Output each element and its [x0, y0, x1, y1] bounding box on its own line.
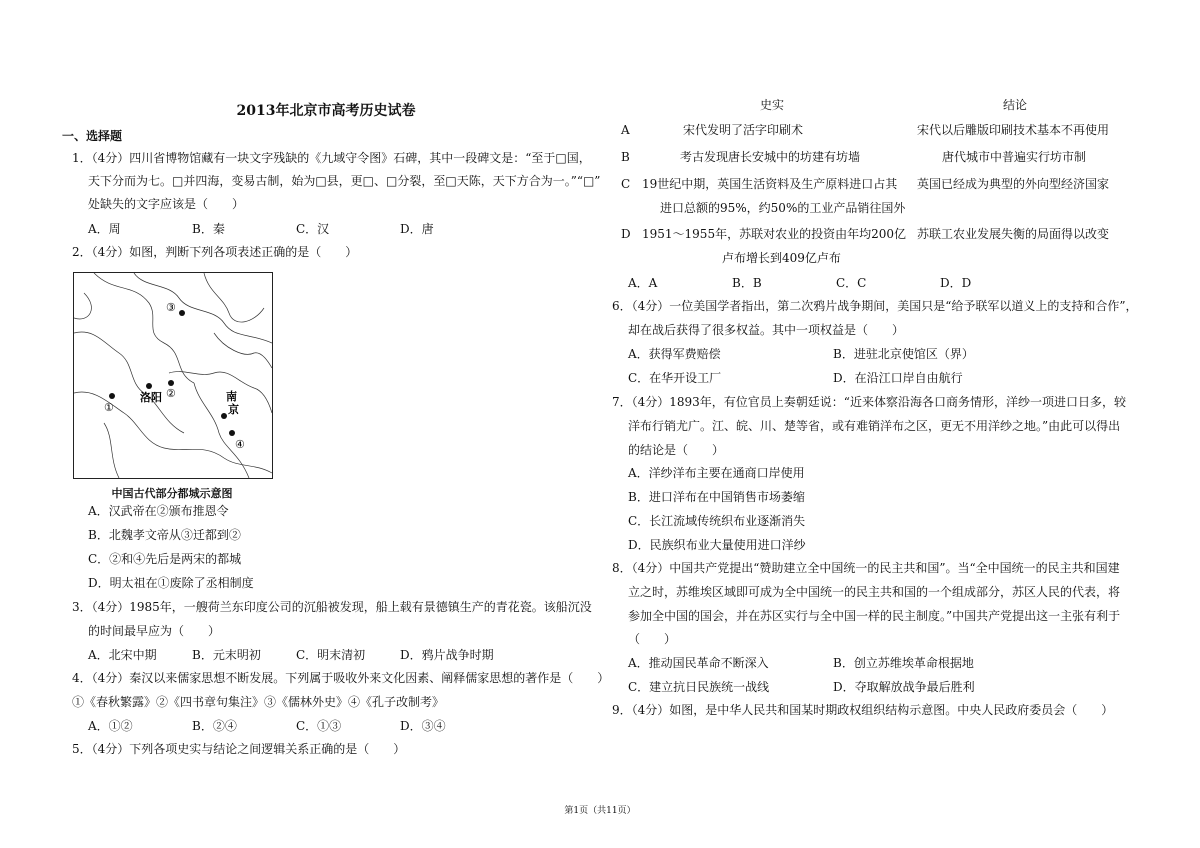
- q5-option-d[interactable]: D．D: [940, 276, 972, 290]
- q5-row-a-fact: 宋代发明了活字印刷术: [683, 123, 804, 137]
- q4-line1: 4．（4分）秦汉以来儒家思想不断发展。下列属于吸收外来文化因素、阐释儒家思想的著作是（ ）: [72, 671, 610, 685]
- q8-option-d[interactable]: D．夺取解放战争最后胜利: [833, 680, 975, 694]
- capital-dot-3: [179, 310, 185, 316]
- map-label-4: ④: [235, 438, 245, 451]
- section-heading: 一、选择题: [62, 129, 123, 143]
- q5-row-d-fact1: 1951～1955年，苏联对农业的投资由年均200亿: [642, 227, 906, 241]
- coast-line: [214, 333, 272, 368]
- q6-line2: 却在战后获得了很多权益。其中一项权益是（ ）: [628, 323, 905, 337]
- q1-option-a[interactable]: A．周: [88, 222, 121, 236]
- q1-option-b[interactable]: B．秦: [192, 222, 225, 236]
- q6-line1: 6．（4分）一位美国学者指出，第二次鸦片战争期间，美国只是“给予联军以道义上的支持和合作”，: [612, 299, 1138, 313]
- q3-option-b[interactable]: B．元末明初: [192, 648, 261, 662]
- border-line: [169, 372, 272, 413]
- q2-option-a[interactable]: A．汉武帝在②颁布推恩令: [88, 504, 229, 518]
- q4-options: [88, 714, 504, 738]
- page-footer: 第1页（共11页）: [564, 806, 636, 816]
- capital-dot-4: [229, 430, 235, 436]
- q7-option-b[interactable]: B．进口洋布在中国销售市场萎缩: [628, 490, 805, 504]
- q5-row-a-conclusion: 宋代以后雕版印刷技术基本不再使用: [917, 123, 1110, 137]
- map-label-jing: 京: [228, 403, 239, 416]
- q2-option-b[interactable]: B．北魏孝文帝从③迁都到②: [88, 528, 241, 542]
- q1-line1: 1．（4分）四川省博物馆藏有一块文字残缺的《九域守令图》石碑，其中一段碑文是：“至于□国，: [72, 151, 591, 165]
- q2-stem: 2．（4分）如图，判断下列各项表述正确的是（ ）: [72, 245, 358, 259]
- map-label-2: ②: [166, 387, 176, 400]
- q2-option-c[interactable]: C．②和④先后是两宋的都城: [88, 552, 242, 566]
- border-line: [74, 293, 91, 319]
- q5-row-c-label: C: [621, 177, 631, 191]
- q7-line3: 的结论是（ ）: [628, 443, 725, 457]
- map-caption: 中国古代部分都城示意图: [111, 487, 233, 500]
- q5-header-conclusion: 结论: [1003, 98, 1028, 112]
- capital-dot-nanjing: [221, 413, 227, 419]
- q5-row-a-label: A: [621, 123, 630, 137]
- q8-line1: 8．（4分）中国共产党提出“赞助建立全中国统一的民主共和国”。当“全中国统一的民主共和国建: [612, 561, 1120, 575]
- q5-row-c-fact1: 19世纪中期，英国生活资料及生产原料进口占其: [642, 177, 898, 191]
- q4-option-d[interactable]: D．③④: [400, 719, 446, 733]
- q4-line2: ①《春秋繁露》②《四书章句集注》③《儒林外史》④《孔子改制考》: [72, 695, 445, 709]
- q5-header-fact: 史实: [760, 98, 785, 112]
- q2-option-d[interactable]: D．明太祖在①废除了丞相制度: [88, 576, 254, 590]
- q8-line3: 参加全中国的国会，并在苏区实行与全中国一样的民主制度。”中国共产党提出这一主张有利于: [628, 609, 1121, 623]
- q5-row-b-label: B: [621, 150, 630, 164]
- map-label-3: ③: [166, 301, 176, 314]
- q7-line1: 7．（4分）1893年，有位官员上奏朝廷说：“近来体察沿海各口商务情形，洋纱一项进口日多，较: [612, 395, 1126, 409]
- q8-line4: （ ）: [628, 632, 677, 646]
- q5-option-c[interactable]: C．C: [836, 276, 867, 290]
- q8-option-b[interactable]: B．创立苏维埃革命根据地: [833, 656, 974, 670]
- map-label-luoyang: 洛阳: [140, 391, 162, 404]
- q7-option-a[interactable]: A．洋纱洋布主要在通商口岸使用: [628, 466, 805, 480]
- capital-map: [73, 272, 273, 479]
- q8-option-a[interactable]: A．推动国民革命不断深入: [628, 656, 769, 670]
- border-line: [94, 273, 194, 383]
- q5-option-b[interactable]: B．B: [732, 276, 762, 290]
- q1-line2: 天下分而为七。□并四海，变易古制，始为□县，更□、□分裂，至□天陈，天下方合为一。”“□”: [88, 174, 601, 188]
- q5-row-d-conclusion: 苏联工农业发展失衡的局面得以改变: [917, 227, 1110, 241]
- q3-line1: 3．（4分）1985年，一艘荷兰东印度公司的沉船被发现，船上载有景德镇生产的青花瓷。该船沉没: [72, 600, 592, 614]
- map-label-1: ①: [104, 401, 114, 414]
- capital-dot-2: [168, 380, 174, 386]
- q1-line3: 处缺失的文字应该是（ ）: [88, 197, 245, 211]
- q6-option-b[interactable]: B．进驻北京使馆区（界）: [833, 347, 974, 361]
- capital-dot-1: [109, 393, 115, 399]
- q6-option-d[interactable]: D．在沿江口岸自由航行: [833, 371, 963, 385]
- border-line: [74, 332, 184, 433]
- q3-line2: 的时间最早应为（ ）: [88, 624, 221, 638]
- q8-option-c[interactable]: C．建立抗日民族统一战线: [628, 680, 770, 694]
- page-title: 2013年北京市高考历史试卷: [236, 103, 416, 119]
- q9-stem: 9．（4分）如图，是中华人民共和国某时期政权组织结构示意图。中央人民政府委员会（ ）: [612, 703, 1114, 717]
- q7-option-c[interactable]: C．长江流域传统织布业逐渐消失: [628, 514, 806, 528]
- q5-options: [628, 271, 1044, 295]
- q6-option-a[interactable]: A．获得军费赔偿: [628, 347, 721, 361]
- q5-row-b-conclusion: 唐代城市中普遍实行坊市制: [942, 150, 1087, 164]
- q5-row-c-fact2: 进口总额的95%，约50%的工业产品销往国外: [660, 201, 906, 215]
- map-label-nan: 南: [226, 390, 237, 403]
- map-drawing: [74, 273, 272, 478]
- q3-option-d[interactable]: D．鸦片战争时期: [400, 648, 494, 662]
- capital-dot-luoyang: [146, 383, 152, 389]
- border-line: [104, 423, 119, 478]
- border-line: [194, 383, 249, 478]
- q4-option-a[interactable]: A．①②: [88, 719, 133, 733]
- q1-option-c[interactable]: C．汉: [296, 222, 330, 236]
- q5-option-a[interactable]: A．A: [628, 276, 658, 290]
- q5-stem: 5．（4分）下列各项史实与结论之间逻辑关系正确的是（ ）: [72, 742, 406, 756]
- q1-option-d[interactable]: D．唐: [400, 222, 434, 236]
- q3-option-a[interactable]: A．北宋中期: [88, 648, 157, 662]
- q5-row-d-label: D: [621, 227, 631, 241]
- q4-option-b[interactable]: B．②④: [192, 719, 237, 733]
- q5-row-d-fact2: 卢布增长到409亿卢布: [722, 251, 841, 265]
- q1-options: [88, 217, 504, 241]
- q3-options: [88, 643, 540, 667]
- q3-option-c[interactable]: C．明末清初: [296, 648, 366, 662]
- q5-row-c-conclusion: 英国已经成为典型的外向型经济国家: [917, 177, 1110, 191]
- q6-option-c[interactable]: C．在华开设工厂: [628, 371, 722, 385]
- border-line: [134, 273, 272, 343]
- q5-row-b-fact: 考古发现唐长安城中的坊建有坊墙: [680, 150, 861, 164]
- q8-line2: 立之时，苏维埃区域即可成为全中国统一的民主共和国的一个组成部分，苏区人民的代表，将: [628, 585, 1121, 599]
- q7-option-d[interactable]: D．民族织布业大量使用进口洋纱: [628, 538, 806, 552]
- q7-line2: 洋布行销尤广。江、皖、川、楚等省，或有难销洋布之区，更无不用洋纱之地。”由此可以得出: [628, 419, 1121, 433]
- q4-option-c[interactable]: C．①③: [296, 719, 342, 733]
